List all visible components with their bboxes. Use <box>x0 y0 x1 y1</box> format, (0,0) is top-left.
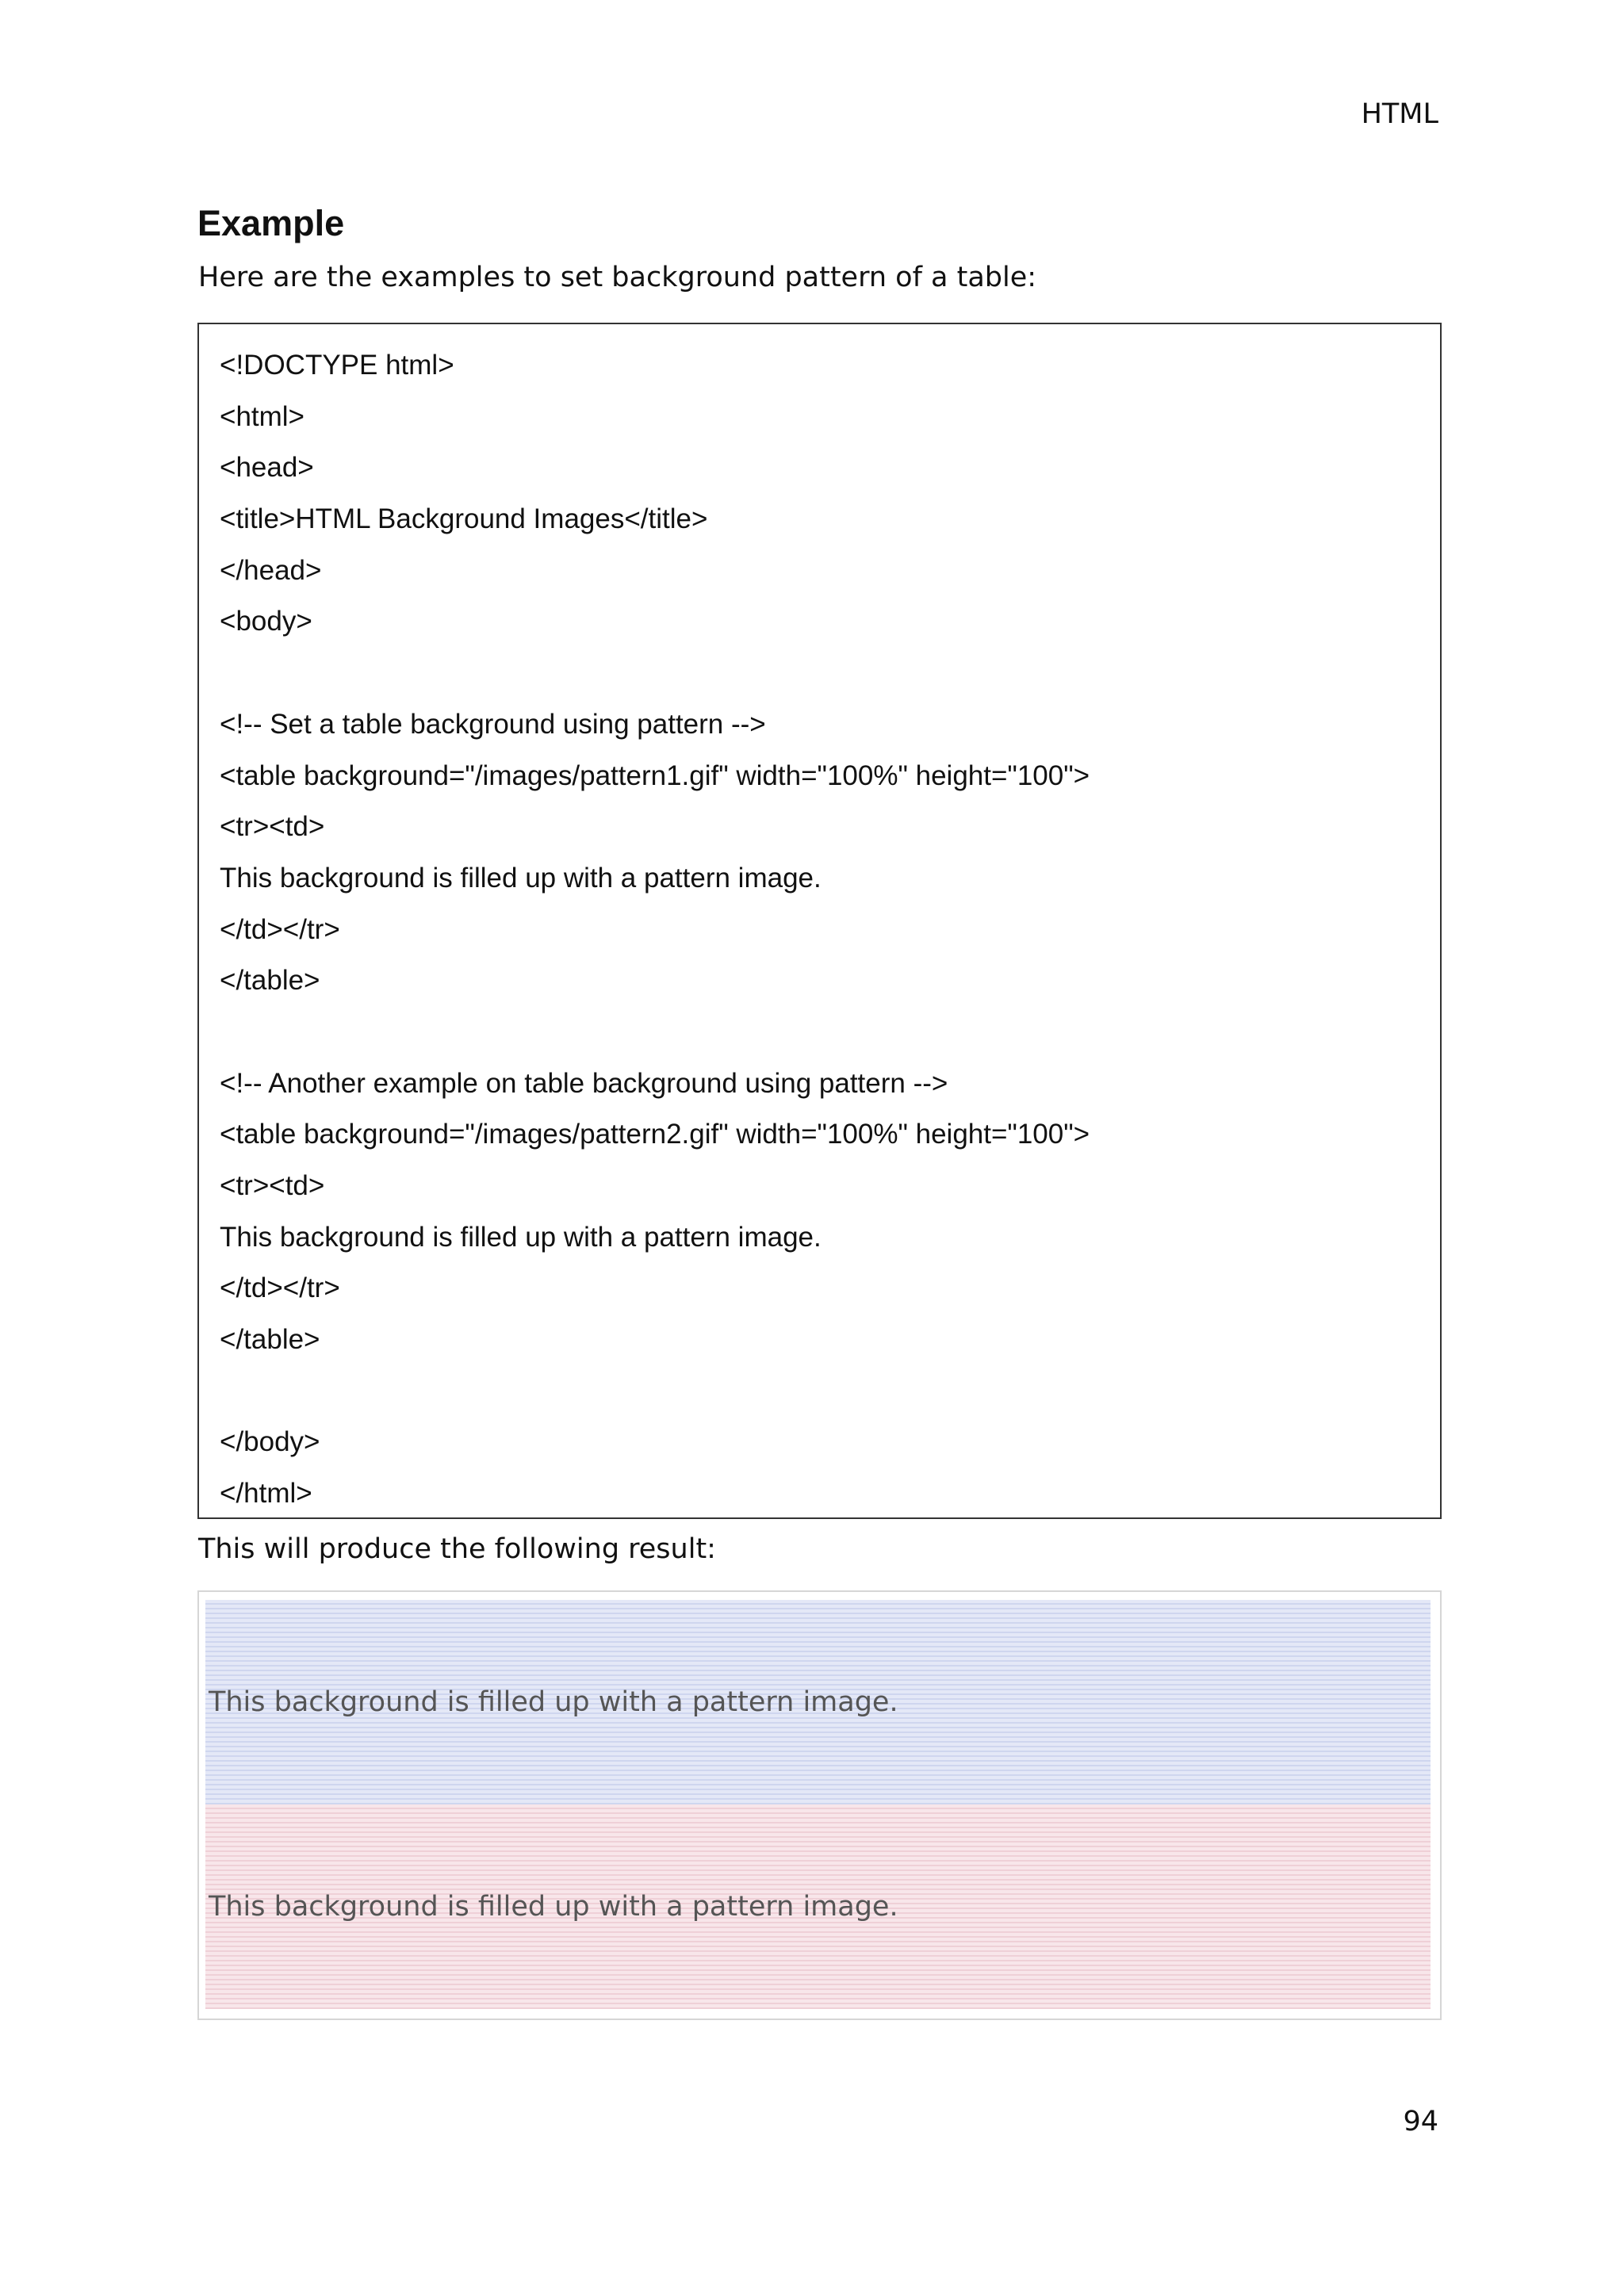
code-line: </html> <box>220 1478 312 1510</box>
running-header-title: HTML <box>1361 98 1438 130</box>
code-line: <table background="/images/pattern1.gif" width="100%" height="100"> <box>220 760 1090 791</box>
code-line <box>220 1007 1440 1058</box>
code-line: <!DOCTYPE html> <box>220 350 454 381</box>
pattern-table-blue <box>205 1600 1431 1804</box>
code-line: </td></tr> <box>220 1272 340 1304</box>
code-line: <!-- Another example on table background using pattern --> <box>220 1067 948 1099</box>
result-caption: This will produce the following result: <box>198 1533 716 1565</box>
code-line: <head> <box>220 452 314 484</box>
code-line: </td></tr> <box>220 913 340 945</box>
page-number: 94 <box>1403 2106 1438 2137</box>
code-line <box>220 1366 1440 1418</box>
code-line: </table> <box>220 1324 320 1356</box>
code-line: <tr><td> <box>220 811 325 843</box>
code-line: <!-- Set a table background using pattern --> <box>220 708 766 740</box>
pattern-table-text: This background is filled up with a pattern image. <box>209 1891 898 1923</box>
code-line: </table> <box>220 965 320 997</box>
intro-paragraph: Here are the examples to set background pattern of a table: <box>198 262 1037 293</box>
code-line: <tr><td> <box>220 1170 325 1201</box>
code-line: <table background="/images/pattern2.gif" width="100%" height="100"> <box>220 1119 1090 1150</box>
section-heading: Example <box>197 203 345 243</box>
code-line: This background is filled up with a pattern image. <box>220 862 822 894</box>
code-line: <title>HTML Background Images</title> <box>220 503 708 535</box>
result-preview <box>197 1590 1442 2020</box>
code-line: </body> <box>220 1426 320 1458</box>
pattern-table-pink <box>205 1804 1431 2009</box>
code-line: <html> <box>220 400 304 432</box>
pattern-table-text: This background is filled up with a pattern image. <box>209 1686 898 1718</box>
code-line <box>220 648 1440 699</box>
code-line: </head> <box>220 554 322 586</box>
code-listing <box>197 323 1442 1519</box>
code-line: This background is filled up with a pattern image. <box>220 1221 822 1253</box>
code-line: <body> <box>220 606 312 637</box>
